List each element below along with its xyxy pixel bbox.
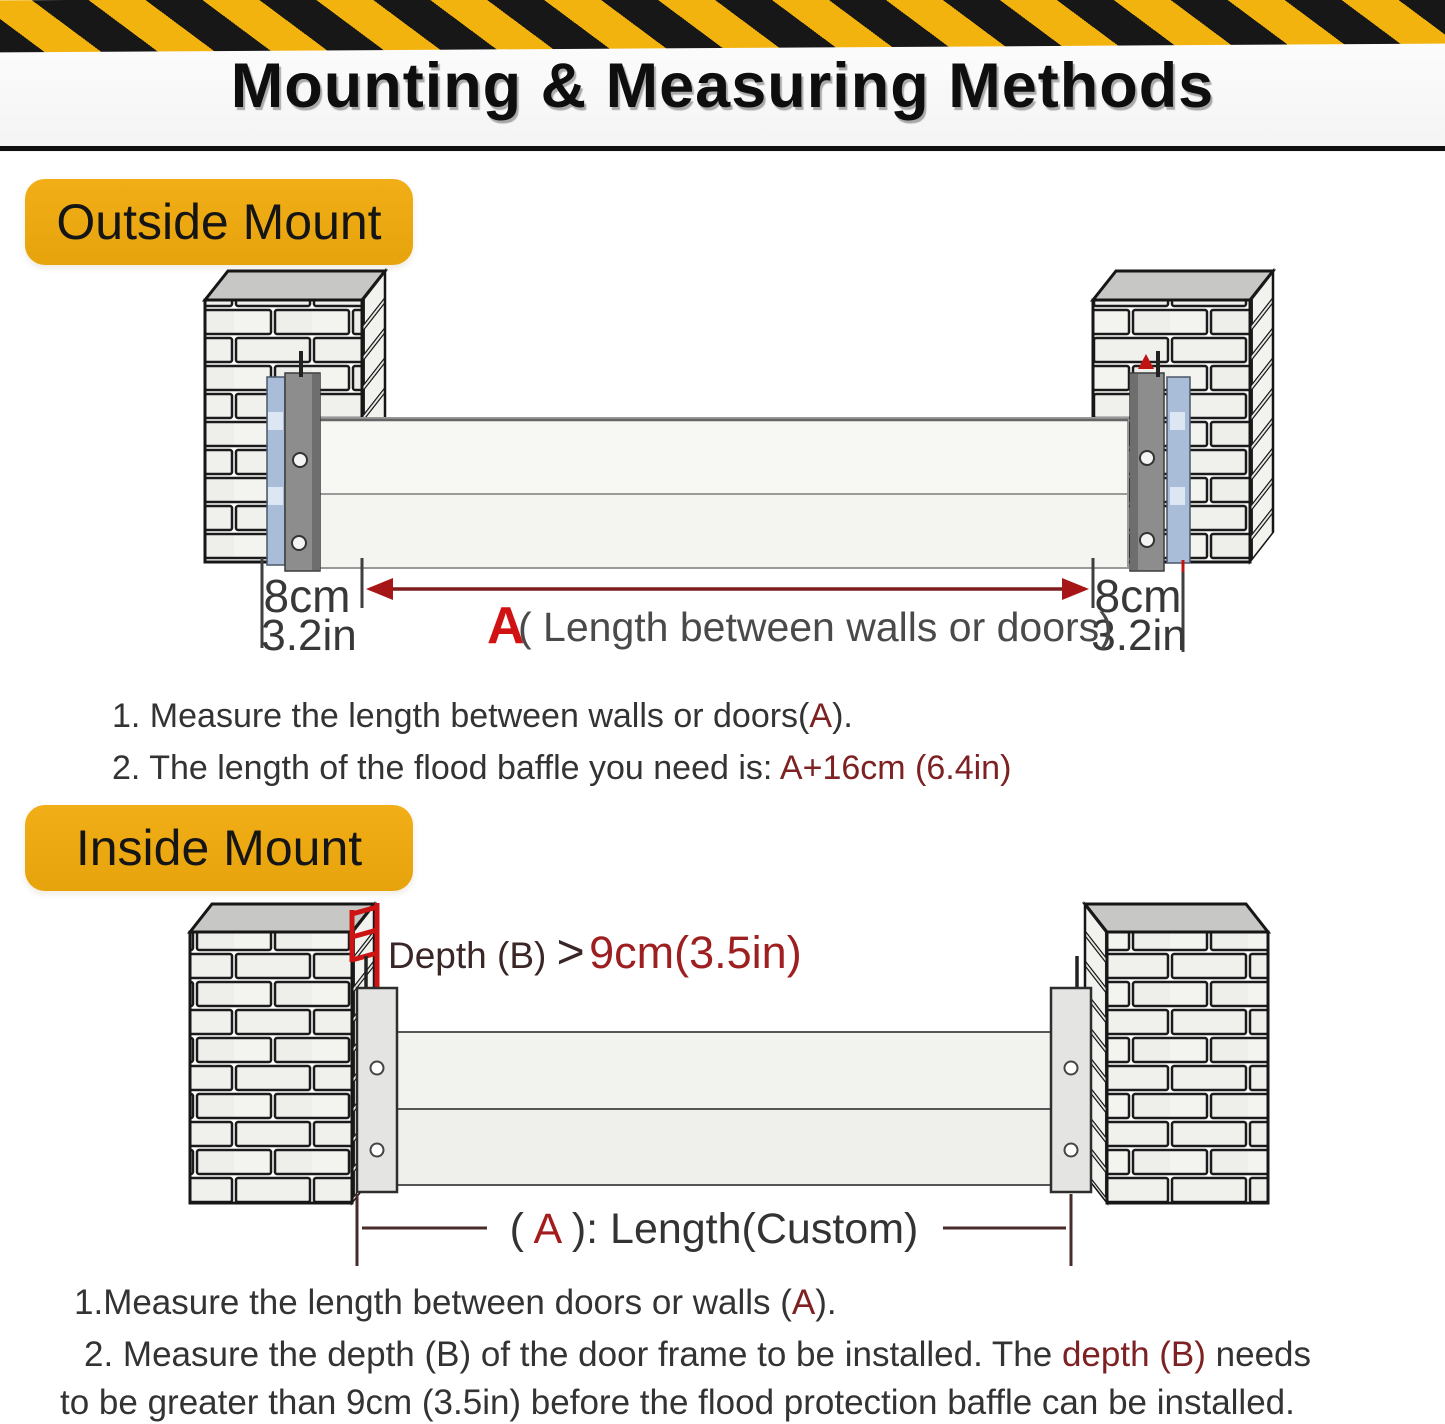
right-post-hole-1: [1140, 451, 1154, 465]
right-seal-highlight-2: [1170, 487, 1185, 505]
right-channel-post: [1130, 373, 1164, 571]
inside-step-2-red: depth (B): [1061, 1335, 1206, 1374]
inside-left-pillar-front-face: [190, 932, 352, 1203]
inside-mount-diagram: [0, 898, 1445, 1270]
inside-right-pillar-front-face: [1107, 932, 1268, 1203]
page-title: Mounting & Measuring Methods: [230, 51, 1215, 121]
inside-dimension-annotation: [357, 1194, 1071, 1266]
inside-step-1: [74, 1282, 837, 1324]
inside-length-letter-A: A: [533, 1205, 560, 1253]
inside-left-post-hole-1: [371, 1062, 384, 1075]
barrier-plank-top: [318, 418, 1128, 494]
outside-mount-badge-label: Outside Mount: [56, 194, 382, 250]
inside-right-brick-pillar: [1085, 904, 1268, 1203]
inside-length-pre: (: [509, 1205, 524, 1253]
inside-step-1-red: A: [791, 1283, 816, 1322]
dim-arrowhead-right: [1062, 578, 1089, 600]
outside-step-2-red: A+16cm (6.4in): [779, 749, 1012, 787]
dim-letter-A: A: [487, 597, 525, 655]
inside-step-1-text: 1.Measure the length between doors or walls (: [74, 1283, 792, 1322]
outside-step-1-end: ).: [832, 697, 853, 735]
inside-mount-badge-label: Inside Mount: [75, 820, 363, 876]
left-seal-highlight-1: [268, 412, 283, 430]
outside-step-1-text: 1. Measure the length between walls or doors(: [112, 697, 810, 735]
flood-barrier-planks: [318, 418, 1128, 568]
inside-step-3: to be greater than 9cm (3.5in) before the flood protection baffle can be installed.: [60, 1383, 1295, 1422]
right-blue-seal-strip: [1167, 377, 1190, 563]
dim-length-label: ( Length between walls or doors): [518, 604, 1113, 650]
outside-step-1-red: A: [809, 697, 833, 735]
inside-left-brick-pillar: [190, 904, 374, 1203]
left-offset-cm-label: 8cm: [263, 570, 351, 622]
inside-right-post: [1051, 956, 1091, 1192]
outside-step-1: [112, 696, 853, 737]
right-seal-highlight-1: [1170, 412, 1185, 430]
left-pillar-top-face: [205, 271, 385, 300]
left-post-hole-1: [293, 453, 307, 467]
inside-plank-bottom: [395, 1109, 1062, 1185]
outside-mount-diagram: [0, 255, 1445, 695]
barrier-plank-bottom: [318, 494, 1128, 568]
outside-dimension-annotation: [261, 558, 1186, 660]
inside-right-post-hole-1: [1065, 1062, 1078, 1075]
right-pillar-side-face: [1250, 271, 1273, 562]
inside-step-2-text: 2. Measure the depth (B) of the door frame to be installed. The: [84, 1335, 1062, 1374]
inside-right-pillar-top-face: [1085, 904, 1268, 932]
depth-value-text: 9cm(3.5in): [589, 927, 802, 978]
left-seal-highlight-2: [268, 487, 283, 505]
inside-left-post: [357, 956, 397, 1192]
hazard-stripe-band: [0, 0, 1445, 52]
inside-step-2-end: needs: [1205, 1335, 1312, 1374]
right-post-hole-2: [1140, 533, 1154, 547]
inside-right-post-hole-2: [1065, 1144, 1078, 1157]
left-offset-in-label: 3.2in: [261, 611, 357, 660]
outside-step-2-text: 2. The length of the flood baffle you need is:: [112, 749, 780, 787]
inside-mount-badge: [25, 805, 413, 891]
inside-step-1-end: ).: [815, 1283, 837, 1322]
depth-label-text: Depth (B): [388, 935, 557, 976]
right-offset-in-label: 3.2in: [1091, 611, 1187, 660]
dim-arrowhead-left: [366, 578, 393, 600]
outside-mount-badge: [25, 179, 413, 265]
left-channel-post: [285, 373, 320, 571]
depth-requirement-label: [388, 926, 802, 979]
inside-flood-barrier-planks: [395, 1032, 1062, 1185]
inside-plank-top: [395, 1032, 1062, 1109]
left-blue-seal-strip: [267, 377, 285, 565]
inside-left-pillar-top-face: [190, 904, 374, 932]
greater-than-sign: >: [556, 926, 585, 979]
right-offset-cm-label: 8cm: [1094, 570, 1182, 622]
right-pillar-top-face: [1093, 271, 1273, 300]
inside-length-post: ): Length(Custom): [571, 1205, 919, 1253]
inside-left-post-hole-2: [371, 1144, 384, 1157]
outside-step-2: [112, 748, 1011, 789]
header-divider: [0, 146, 1445, 151]
inside-length-label: [510, 1205, 919, 1253]
header: [0, 0, 1445, 152]
inside-step-2: [84, 1334, 1311, 1376]
left-post-hole-2: [292, 536, 306, 550]
